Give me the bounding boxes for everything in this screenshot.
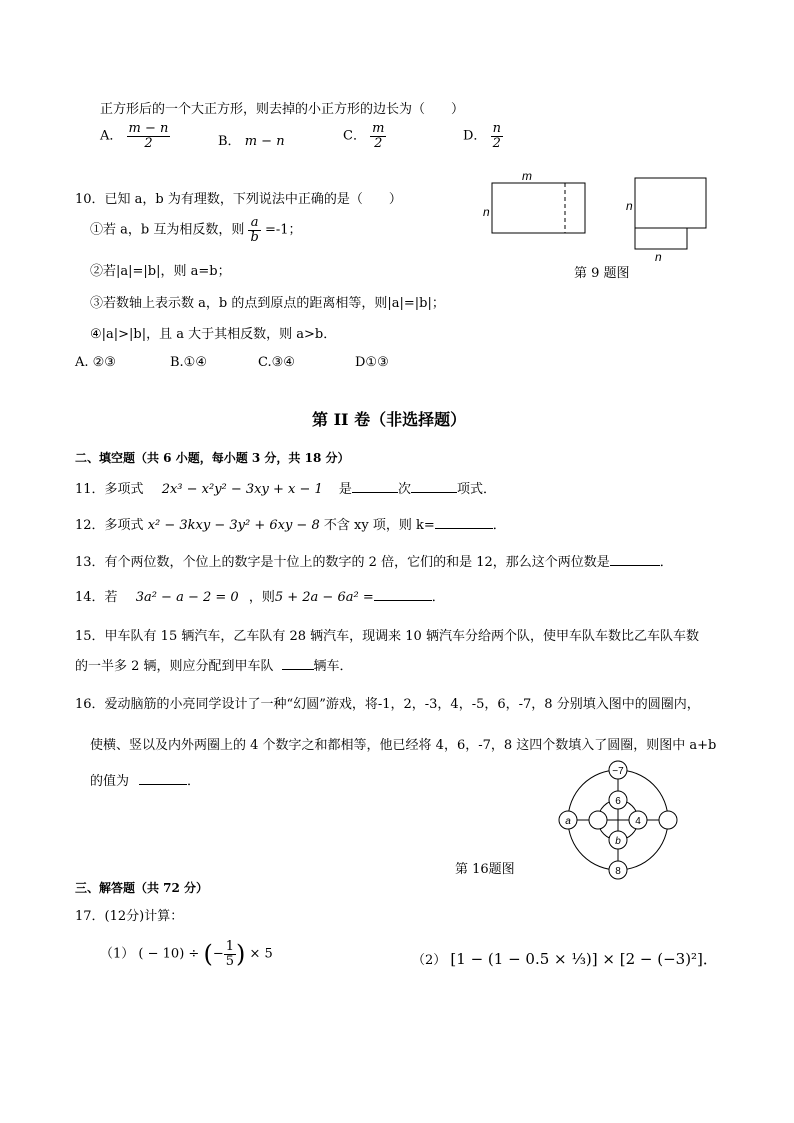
q10-choice-c: C.③④ [258,355,295,370]
svg-text:4: 4 [635,816,641,827]
equation-expr: 3a² − a − 2 = 0 [135,590,239,605]
fraction: $\frac{n}{2}$ [492,121,501,151]
q11: 11．多项式 2x³ − x²y² − 3xy + x − 1 是 次 项式． [75,482,496,497]
label-n: n [655,250,662,264]
small-rect-shape [635,228,687,249]
q9-option-b [218,130,285,149]
q9-stem-cont: 正方形后的一个大正方形，则去掉的小正方形的边长为（ ） [100,102,465,117]
label-n: n [483,205,490,219]
q9-figure-caption: 第 9 题图 [574,266,630,281]
svg-text:6: 6 [615,796,621,807]
answer-blank[interactable] [610,553,660,566]
minus-sign: − [212,946,224,962]
expression: [1 − (1 − 0.5 × ⅓)] × [2 − (−3)²]． [450,950,718,968]
circle-right [659,811,677,829]
q16-figure-caption: 第 16题图 [455,862,515,877]
answer-blank[interactable] [374,588,432,601]
answer-blank[interactable] [282,657,314,670]
q10-statement-4: ④|a|>|b|，且 a 大于其相反数，则 a>b． [90,327,337,342]
q13: 13．有个两位数，个位上的数字是十位上的数字的 2 倍，它们的和是 12，那么这个两位数是 ． [75,555,673,570]
fraction: $\frac{m - n}{2}$ [128,121,169,151]
q16-line-3: 的值为 ． [90,774,201,789]
q16-line-2: 使横、竖以及内外两圈上的 4 个数字之和都相等，他已经将 4，6，-7，8 这四个数填入了圆圈，则图中 a+b [90,738,717,753]
label-m: m [522,169,532,183]
fraction: $\frac{m}{2}$ [372,121,385,151]
q16-line-1: 16．爱动脑筋的小亮同学设计了一种“幻圆”游戏，将-1，2，-3，4，-5，6，-7，8 分别填入图中的圆圈内， [75,697,700,712]
answer-blank[interactable] [411,480,457,493]
q10-choice-a: A. ②③ [75,355,116,370]
fraction: $\frac{a}{b}$ [250,215,259,245]
q14: 14．若 3a² − a − 2 = 0 ，则5 + 2a − 6a² = ． [75,590,445,605]
q10-choice-d: D①③ [355,355,389,370]
q15-line-2: 的一半多 2 辆，则应分配到甲车队 辆车． [75,659,353,674]
section-2-title: 第 II 卷（非选择题） [312,410,467,429]
q9-option-c [343,122,386,150]
q9-figure [480,168,720,268]
q12: 12．多项式 x² − 3kxy − 3y² + 6xy − 8 不含 xy 项，则 k= ． [75,518,506,533]
fraction: $\frac{1}{5}$ [225,939,234,969]
section-3-header: 三、解答题（共 72 分） [75,881,209,895]
svg-text:b: b [615,836,621,847]
option-text: m − n [244,134,285,149]
svg-text:−7: −7 [612,766,624,777]
polynomial-expr: x² − 3kxy − 3y² + 6xy − 8 [147,518,320,533]
svg-text:8: 8 [615,866,621,877]
q10-stem: 10．已知 a，b 为有理数，下列说法中正确的是（ ） [75,192,402,207]
option-letter: B． [218,134,241,149]
option-letter: A． [100,128,123,144]
q9-option-a [100,122,170,150]
q15-line-1: 15．甲车队有 15 辆汽车，乙车队有 28 辆汽车，现调来 10 辆汽车分给两个队，使甲车队车数比乙车队车数 [75,629,699,644]
expression: 5 + 2a − 6a² = [274,590,374,605]
q16-magic-circle-figure [550,760,690,885]
option-letter: D． [463,128,487,144]
square-shape [635,178,706,228]
answer-blank[interactable] [435,516,493,529]
q10-choice-b: B.①④ [170,355,207,370]
rectangle-shape [492,183,585,233]
svg-text:a: a [565,816,571,827]
q17-part-2: （2） [1 − (1 − 0.5 × ⅓)] × [2 − (−3)²]． [412,950,718,968]
option-letter: C． [343,128,366,144]
section-2-header: 二、填空题（共 6 小题，每小题 3 分，共 18 分） [75,451,350,465]
q17-stem: 17．(12分)计算： [75,909,184,924]
answer-blank[interactable] [352,480,398,493]
paren-left: ( [203,940,213,969]
q17-part-1: （1） ( − 10) ÷ (− $\frac{1}{5}$ ) × 5 [100,939,273,969]
q9-option-d [463,122,503,150]
q10-statement-3: ③若数轴上表示数 a，b 的点到原点的距离相等，则|a|=|b|； [90,296,445,311]
q10-statement-2: ②若|a|=|b|，则 a=b； [90,264,231,279]
q10-statement-1: ①若 a，b 互为相反数，则 $\frac{a}{b}$ =-1； [90,215,302,245]
label-n: n [626,199,633,213]
answer-blank[interactable] [139,772,187,785]
polynomial-expr: 2x³ − x²y² − 3xy + x − 1 [161,482,323,497]
circle-inner-left [589,811,607,829]
paren-right: ) [236,940,246,969]
